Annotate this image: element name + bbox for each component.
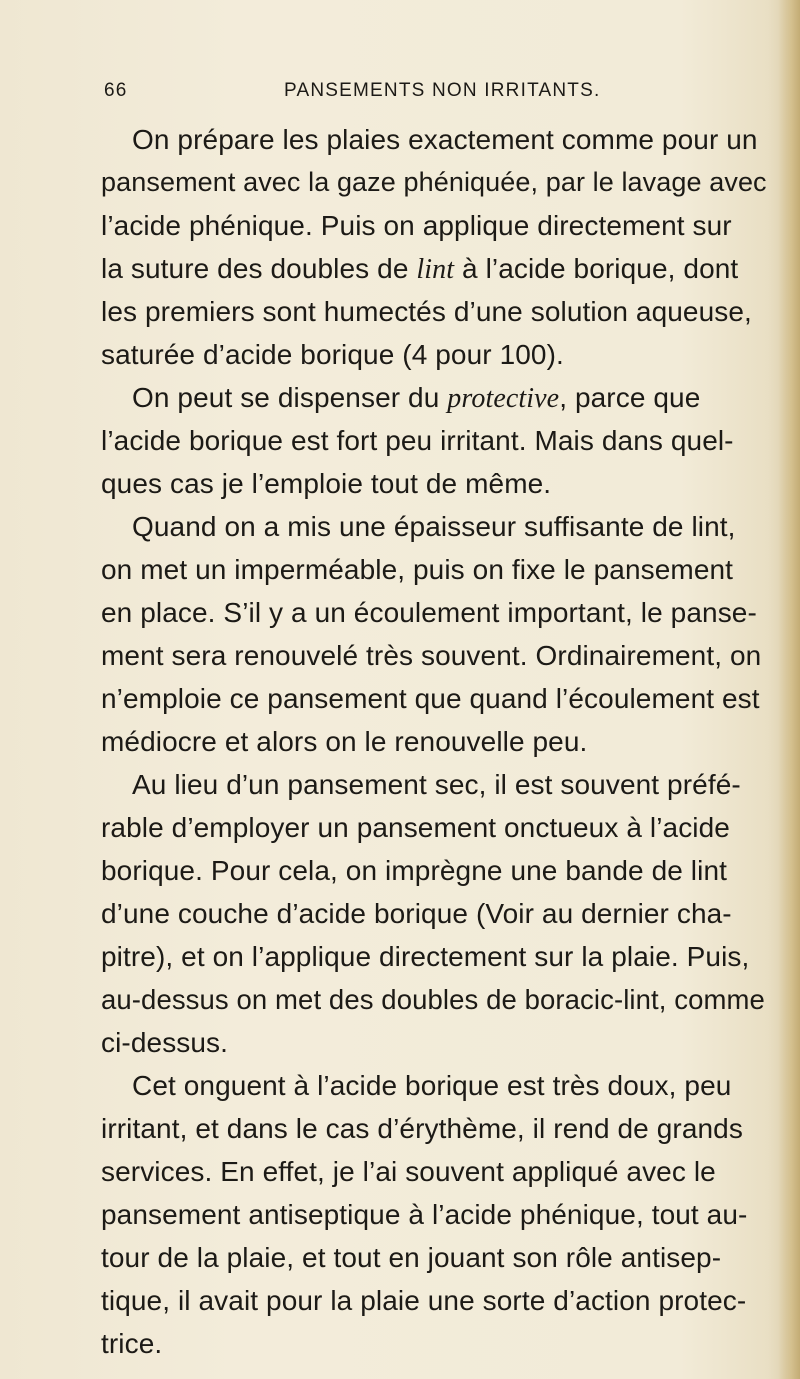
italic-term: lint <box>416 254 455 285</box>
italic-term: protective <box>447 383 560 414</box>
text-line: en place. S’il y a un écoulement important, le panse- <box>101 597 757 628</box>
text-line <box>101 247 772 290</box>
text-line: d’une couche d’acide borique (Voir au dernier cha- <box>101 898 732 929</box>
text-line: l’acide borique est fort peu irritant. Mais dans quel- <box>101 425 734 456</box>
text-line: services. En effet, je l’ai souvent appliqué avec le <box>101 1156 716 1187</box>
page-number: 66 <box>104 80 128 101</box>
text-segment: la suture des doubles de <box>101 253 417 284</box>
text-line: pansement antiseptique à l’acide phénique, tout au- <box>101 1199 748 1230</box>
text-line: pansement avec la gaze phéniquée, par le lavage avec <box>101 167 767 197</box>
text-line: saturée d’acide borique (4 pour 100). <box>101 339 564 370</box>
text-line: pitre), et on l’applique directement sur la plaie. Puis, <box>101 941 750 972</box>
running-head-title: PANSEMENTS NON IRRITANTS. <box>284 80 601 101</box>
running-head <box>104 80 764 110</box>
text-segment: On peut se dispenser du <box>132 382 448 413</box>
text-line: ques cas je l’emploie tout de même. <box>101 468 552 499</box>
text-line: tour de la plaie, et tout en jouant son rôle antisep- <box>101 1242 722 1273</box>
text-line: ment sera renouvelé très souvent. Ordinairement, on <box>101 640 762 671</box>
text-line: irritant, et dans le cas d’érythème, il rend de grands <box>101 1113 743 1144</box>
text-line: l’acide phénique. Puis on applique directement sur <box>101 210 732 241</box>
text-line: trice. <box>101 1328 163 1359</box>
text-line: Cet onguent à l’acide borique est très doux, peu <box>132 1070 732 1101</box>
text-line: on met un imperméable, puis on fixe le pansement <box>101 554 734 585</box>
text-line: médiocre et alors on le renouvelle peu. <box>101 726 588 757</box>
text-line: tique, il avait pour la plaie une sorte d’action protec- <box>101 1285 747 1316</box>
text-line: borique. Pour cela, on imprègne une bande de lint <box>101 855 727 886</box>
text-line <box>132 376 772 419</box>
text-line: ci-dessus. <box>101 1027 229 1058</box>
text-line: n’emploie ce pansement que quand l’écoulement est <box>101 683 760 714</box>
text-line: On prépare les plaies exactement comme pour un <box>132 124 758 155</box>
page-edge-shadow <box>778 0 800 1379</box>
text-line: rable d’employer un pansement onctueux à l’acide <box>101 812 730 843</box>
body-text <box>101 118 772 1365</box>
text-line: Quand on a mis une épaisseur suffisante de lint, <box>132 511 736 542</box>
text-segment: , parce que <box>559 382 701 413</box>
text-segment: à l’acide borique, dont <box>454 253 739 284</box>
text-line: les premiers sont humectés d’une solution aqueuse, <box>101 296 752 327</box>
text-line: au-dessus on met des doubles de boracic-lint, comme <box>101 984 765 1015</box>
text-line: Au lieu d’un pansement sec, il est souvent préfé- <box>132 769 741 800</box>
